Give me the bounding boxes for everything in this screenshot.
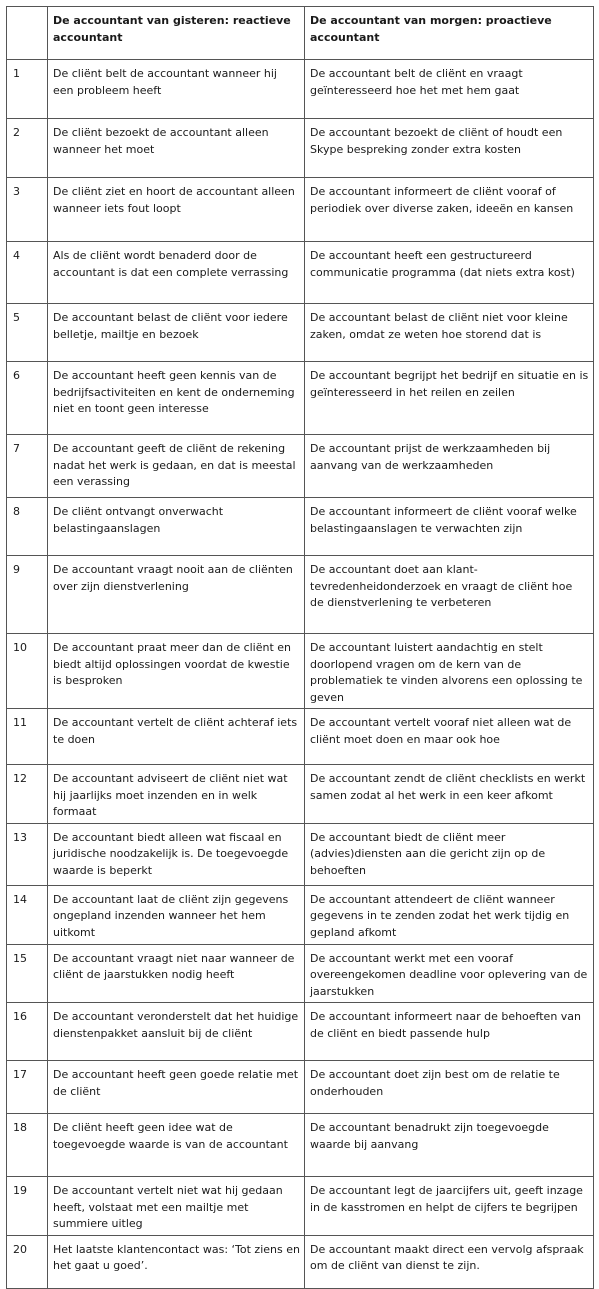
cell-new-accountant: De accountant belt de cliënt en vraagt geïnteresseerd hoe het met hem gaat: [305, 60, 594, 119]
row-number: 3: [7, 178, 48, 242]
table-row: [7, 634, 594, 709]
cell-old-accountant: De cliënt belt de accountant wanneer hij een probleem heeft: [48, 60, 305, 119]
row-number: 1: [7, 60, 48, 119]
cell-new-accountant: De accountant prijst de werkzaamheden bij aanvang van de werkzaamheden: [305, 435, 594, 498]
row-number: 7: [7, 435, 48, 498]
row-number: 6: [7, 362, 48, 435]
cell-old-accountant: De accountant heeft geen kennis van de bedrijfsactiviteiten en kent de onderneming niet en toont geen interesse: [48, 362, 305, 435]
table-row: [7, 709, 594, 765]
cell-new-accountant: De accountant vertelt vooraf niet alleen wat de cliënt moet doen en maar ook hoe: [305, 709, 594, 765]
row-number: 11: [7, 709, 48, 765]
cell-new-accountant: De accountant bezoekt de cliënt of houdt een Skype bespreking zonder extra kosten: [305, 119, 594, 178]
row-number: 13: [7, 823, 48, 885]
row-number: 8: [7, 498, 48, 556]
cell-old-accountant: De accountant heeft geen goede relatie met de cliënt: [48, 1061, 305, 1114]
row-number: 16: [7, 1003, 48, 1061]
row-number: 15: [7, 944, 48, 1003]
cell-new-accountant: De accountant zendt de cliënt checklists en werkt samen zodat al het werk in een keer afkomt: [305, 765, 594, 824]
row-number: 10: [7, 634, 48, 709]
row-number: 12: [7, 765, 48, 824]
row-number: 4: [7, 242, 48, 304]
table-row: [7, 885, 594, 944]
row-number: 20: [7, 1235, 48, 1288]
cell-old-accountant: De accountant veronderstelt dat het huidige dienstenpakket aansluit bij de cliënt: [48, 1003, 305, 1061]
cell-old-accountant: De accountant biedt alleen wat fiscaal en juridische noodzakelijk is. De toegevoegde waarde is beperkt: [48, 823, 305, 885]
table-row: [7, 435, 594, 498]
cell-new-accountant: De accountant informeert de cliënt vooraf welke belastingaanslagen te verwachten zijn: [305, 498, 594, 556]
cell-old-accountant: De cliënt ontvangt onverwacht belastingaanslagen: [48, 498, 305, 556]
cell-new-accountant: De accountant heeft een gestructureerd communicatie programma (dat niets extra kost): [305, 242, 594, 304]
table-row: [7, 556, 594, 634]
header-new-accountant: De accountant van morgen: proactieve accountant: [305, 7, 594, 60]
cell-new-accountant: De accountant biedt de cliënt meer (advies)diensten aan die gericht zijn op de behoeften: [305, 823, 594, 885]
table-row: [7, 1061, 594, 1114]
table-body: [7, 60, 594, 1289]
row-number: 2: [7, 119, 48, 178]
table-row: [7, 119, 594, 178]
table-row: [7, 304, 594, 362]
cell-new-accountant: De accountant legt de jaarcijfers uit, geeft inzage in de kasstromen en helpt de cijfers te begrijpen: [305, 1177, 594, 1236]
cell-old-accountant: De accountant vertelt niet wat hij gedaan heeft, volstaat met een mailtje met summiere uitleg: [48, 1177, 305, 1236]
row-number: 14: [7, 885, 48, 944]
cell-old-accountant: De cliënt bezoekt de accountant alleen wanneer het moet: [48, 119, 305, 178]
cell-old-accountant: De accountant vertelt de cliënt achteraf iets te doen: [48, 709, 305, 765]
cell-old-accountant: De accountant geeft de cliënt de rekening nadat het werk is gedaan, en dat is meestal een verassing: [48, 435, 305, 498]
cell-old-accountant: De accountant praat meer dan de cliënt en biedt altijd oplossingen voordat de kwestie is besproken: [48, 634, 305, 709]
cell-new-accountant: De accountant begrijpt het bedrijf en situatie en is geïnteresseerd in het reilen en zeilen: [305, 362, 594, 435]
cell-new-accountant: De accountant informeert naar de behoeften van de cliënt en biedt passende hulp: [305, 1003, 594, 1061]
cell-old-accountant: Het laatste klantencontact was: ‘Tot ziens en het gaat u goed’.: [48, 1235, 305, 1288]
cell-new-accountant: De accountant informeert de cliënt vooraf of periodiek over diverse zaken, ideeën en kansen: [305, 178, 594, 242]
table-row: [7, 178, 594, 242]
table-row: [7, 60, 594, 119]
cell-old-accountant: De accountant belast de cliënt voor iedere belletje, mailtje en bezoek: [48, 304, 305, 362]
cell-new-accountant: De accountant doet aan klant-tevredenheidonderzoek en vraagt de cliënt hoe de dienstverlening te verbeteren: [305, 556, 594, 634]
cell-new-accountant: De accountant belast de cliënt niet voor kleine zaken, omdat ze weten hoe storend dat is: [305, 304, 594, 362]
table-row: [7, 1235, 594, 1288]
header-number: [7, 7, 48, 60]
comparison-table-wrapper: [6, 6, 593, 1289]
cell-new-accountant: De accountant werkt met een vooraf overeengekomen deadline voor oplevering van de jaarstukken: [305, 944, 594, 1003]
table-row: [7, 823, 594, 885]
table-row: [7, 1114, 594, 1177]
row-number: 5: [7, 304, 48, 362]
cell-old-accountant: De accountant adviseert de cliënt niet wat hij jaarlijks moet inzenden en in welk formaat: [48, 765, 305, 824]
cell-old-accountant: De cliënt ziet en hoort de accountant alleen wanneer iets fout loopt: [48, 178, 305, 242]
cell-old-accountant: De accountant laat de cliënt zijn gegevens ongepland inzenden wanneer het hem uitkomt: [48, 885, 305, 944]
row-number: 9: [7, 556, 48, 634]
cell-old-accountant: De cliënt heeft geen idee wat de toegevoegde waarde is van de accountant: [48, 1114, 305, 1177]
cell-new-accountant: De accountant maakt direct een vervolg afspraak om de cliënt van dienst te zijn.: [305, 1235, 594, 1288]
table-row: [7, 362, 594, 435]
cell-old-accountant: De accountant vraagt niet naar wanneer de cliënt de jaarstukken nodig heeft: [48, 944, 305, 1003]
cell-new-accountant: De accountant attendeert de cliënt wanneer gegevens in te zenden zodat het werk tijdig en gepland afkomt: [305, 885, 594, 944]
cell-old-accountant: Als de cliënt wordt benaderd door de accountant is dat een complete verrassing: [48, 242, 305, 304]
cell-new-accountant: De accountant doet zijn best om de relatie te onderhouden: [305, 1061, 594, 1114]
row-number: 18: [7, 1114, 48, 1177]
table-row: [7, 1177, 594, 1236]
table-row: [7, 765, 594, 824]
cell-old-accountant: De accountant vraagt nooit aan de cliënten over zijn dienstverlening: [48, 556, 305, 634]
header-row: [7, 7, 594, 60]
header-old-accountant: De accountant van gisteren: reactieve accountant: [48, 7, 305, 60]
comparison-table: [6, 6, 594, 1289]
table-row: [7, 498, 594, 556]
table-row: [7, 944, 594, 1003]
row-number: 19: [7, 1177, 48, 1236]
row-number: 17: [7, 1061, 48, 1114]
cell-new-accountant: De accountant luistert aandachtig en stelt doorlopend vragen om de kern van de problematiek te vinden alvorens een oplossing te geven: [305, 634, 594, 709]
table-row: [7, 1003, 594, 1061]
table-row: [7, 242, 594, 304]
cell-new-accountant: De accountant benadrukt zijn toegevoegde waarde bij aanvang: [305, 1114, 594, 1177]
